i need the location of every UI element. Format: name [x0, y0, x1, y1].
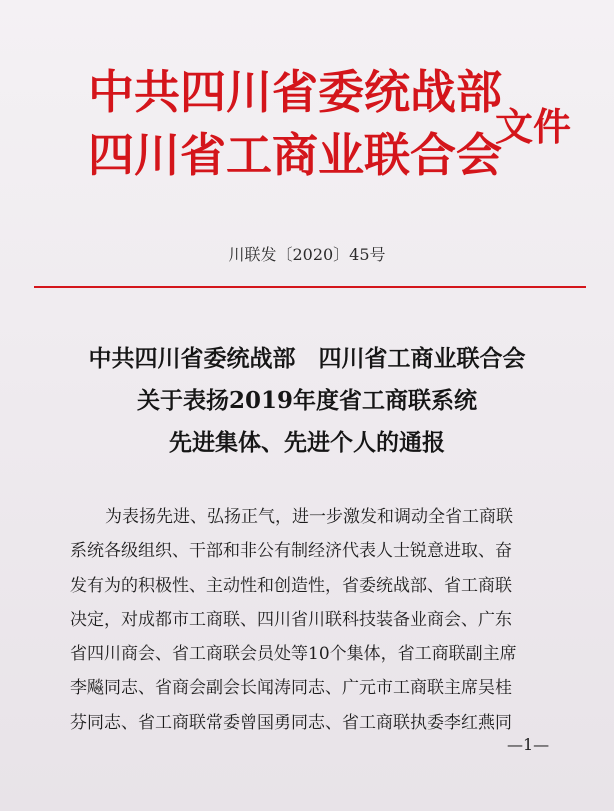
notice-body: [70, 500, 590, 740]
title-line-1: 中共四川省委统战部 四川省工商业联合会: [88, 345, 526, 372]
body-line-1: 为表扬先进、弘扬正气，进一步激发和调动全省工商联: [105, 507, 513, 527]
document-number: 川联发〔2020〕45号: [228, 245, 386, 264]
body-line-4: 决定，对成都市工商联、四川省川联科技装备业商会、广东: [70, 609, 512, 630]
body-line-2: 系统各级组织、干部和非公有制经济代表人士锐意进取、奋: [70, 541, 512, 562]
document-file-label: 文件: [495, 105, 572, 149]
title-line-3: 先进集体、先进个人的通报: [169, 429, 445, 456]
page-number: —1—: [507, 735, 550, 754]
issuer-line-1: 中共四川省委统战部: [88, 65, 502, 119]
title-line-2: 关于表扬2019年度省工商联系统: [136, 387, 477, 414]
header-red-divider: [34, 286, 586, 288]
body-line-3: 发有为的积极性、主动性和创造性，省委统战部、省工商联: [70, 575, 512, 596]
notice-title: [0, 338, 614, 464]
document-header: [0, 56, 614, 206]
issuer-line-2: 四川省工商业联合会: [88, 128, 502, 182]
body-line-6: 李飚同志、省商会副会长闻涛同志、广元市工商联主席吴桂: [70, 678, 512, 699]
body-line-5: 省四川商会、省工商联会员处等10个集体，省工商联副主席: [70, 644, 517, 665]
body-line-7: 芬同志、省工商联常委曾国勇同志、省工商联执委李红燕同: [70, 712, 512, 733]
